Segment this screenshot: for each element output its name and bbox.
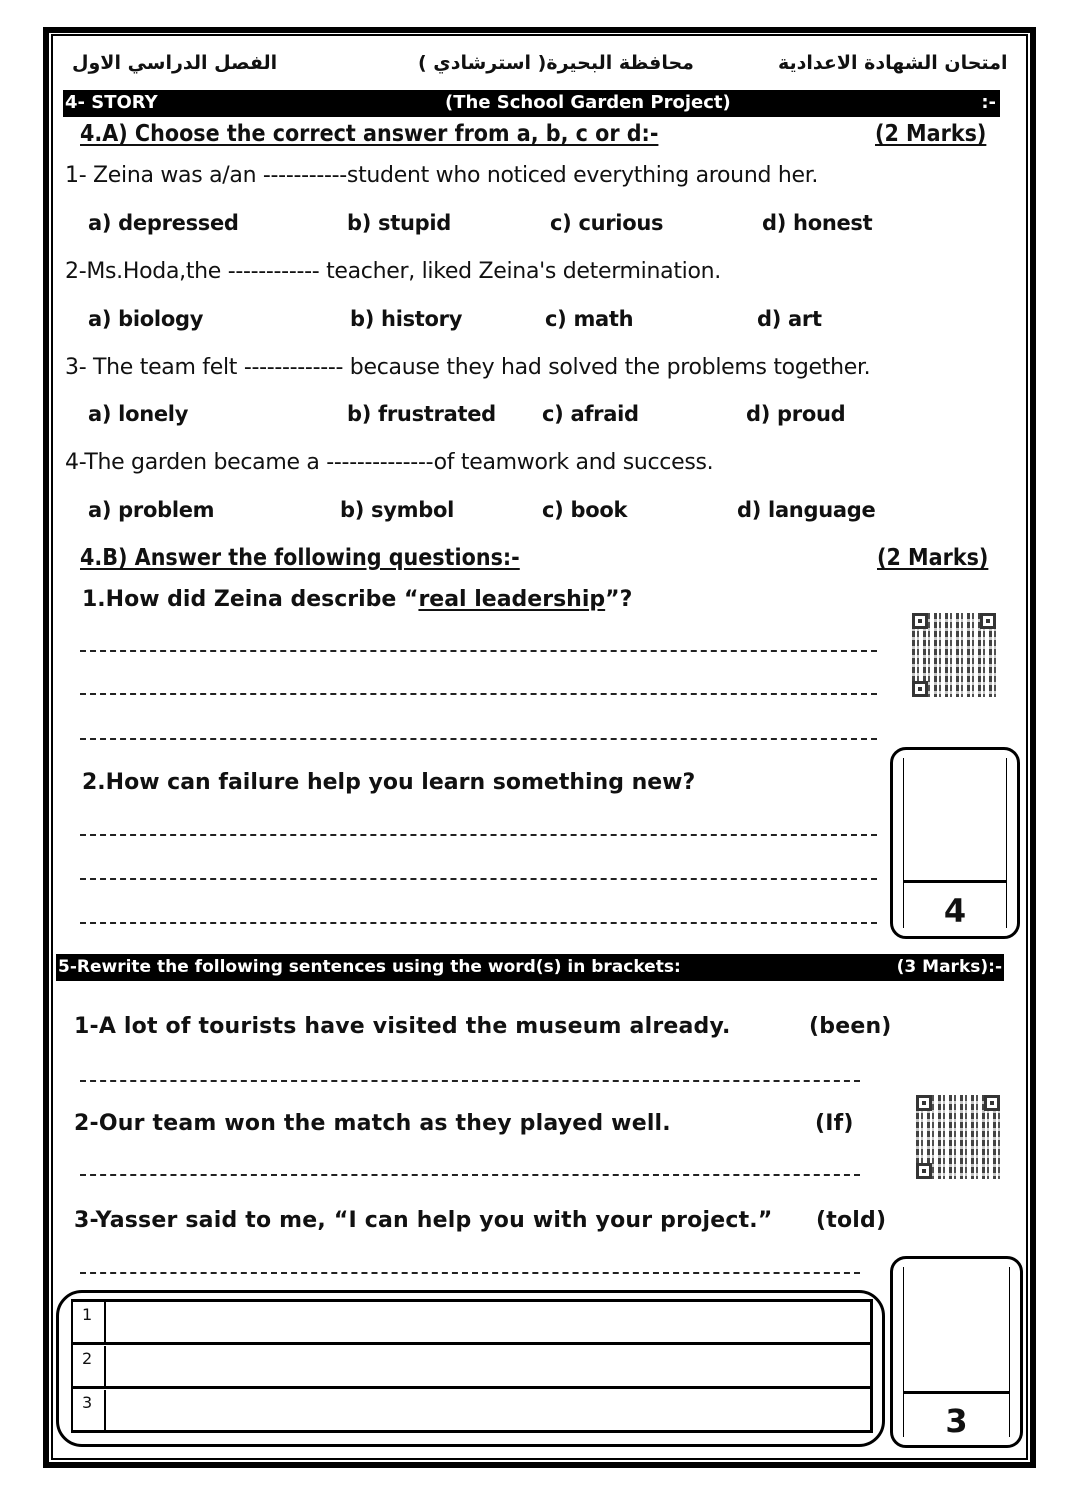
section-5-instruction: 5-Rewrite the following sentences using the word(s) in brackets: bbox=[58, 957, 681, 977]
open-question-1-suffix: ”? bbox=[605, 587, 633, 612]
story-bar bbox=[63, 90, 1000, 117]
answer-line[interactable] bbox=[80, 693, 877, 695]
answer-row-number: 3 bbox=[73, 1390, 106, 1433]
open-question-1 bbox=[82, 587, 632, 612]
answer-line[interactable] bbox=[80, 922, 877, 924]
rewrite-word-2: (If) bbox=[815, 1111, 854, 1136]
question-3: 3- The team felt ------------- because they had solved the problems together. bbox=[65, 355, 871, 380]
q3-option-c[interactable]: c) afraid bbox=[542, 402, 639, 426]
answer-line[interactable] bbox=[80, 1272, 860, 1274]
q1-option-a[interactable]: a) depressed bbox=[88, 211, 239, 235]
section-4b-marks: (2 Marks) bbox=[877, 545, 989, 571]
qr-code-icon bbox=[912, 613, 996, 697]
question-1: 1- Zeina was a/an -----------student who noticed everything around her. bbox=[65, 163, 819, 188]
answer-line[interactable] bbox=[80, 738, 877, 740]
answer-line[interactable] bbox=[80, 878, 877, 880]
q2-option-d[interactable]: d) art bbox=[757, 307, 822, 331]
section-4b-heading: 4.B) Answer the following questions:- bbox=[80, 545, 520, 571]
q3-option-a[interactable]: a) lonely bbox=[88, 402, 189, 426]
story-bar-suffix: :- bbox=[981, 92, 996, 113]
q3-option-b[interactable]: b) frustrated bbox=[347, 402, 496, 426]
rewrite-sentence-3: 3-Yasser said to me, “I can help you with your project.” bbox=[74, 1208, 773, 1233]
answer-line[interactable] bbox=[80, 1080, 860, 1082]
q4-option-a[interactable]: a) problem bbox=[88, 498, 215, 522]
answer-row[interactable] bbox=[73, 1302, 870, 1345]
story-bar-label: 4- STORY bbox=[65, 92, 158, 113]
answer-line[interactable] bbox=[80, 650, 877, 652]
q4-option-c[interactable]: c) book bbox=[542, 498, 628, 522]
q1-option-d[interactable]: d) honest bbox=[762, 211, 873, 235]
page-inner-border bbox=[51, 34, 1028, 1460]
q2-option-a[interactable]: a) biology bbox=[88, 307, 204, 331]
term-ar: الفصل الدراسي الاول bbox=[72, 52, 278, 74]
answer-row[interactable] bbox=[73, 1390, 870, 1433]
answer-row-number: 2 bbox=[73, 1346, 106, 1386]
section-5-marks: (3 Marks):- bbox=[896, 957, 1002, 977]
open-question-1-prefix: 1.How did Zeina describe “ bbox=[82, 587, 419, 612]
score-box-section-5 bbox=[890, 1256, 1023, 1448]
q1-option-c[interactable]: c) curious bbox=[550, 211, 664, 235]
answer-line[interactable] bbox=[80, 1174, 860, 1176]
answer-table bbox=[71, 1299, 873, 1433]
open-question-1-keyword: real leadership bbox=[418, 587, 606, 612]
rewrite-word-1: (been) bbox=[809, 1014, 892, 1039]
section-5-bar bbox=[56, 954, 1004, 981]
q2-option-c[interactable]: c) math bbox=[545, 307, 634, 331]
story-title: (The School Garden Project) bbox=[445, 92, 731, 113]
q1-option-b[interactable]: b) stupid bbox=[347, 211, 451, 235]
governorate-ar: محافظة البحيرة( استرشادي ) bbox=[418, 52, 694, 74]
rewrite-sentence-1: 1-A lot of tourists have visited the museum already. bbox=[74, 1014, 731, 1039]
q4-option-d[interactable]: d) language bbox=[737, 498, 876, 522]
score-total-5: 3 bbox=[945, 1402, 968, 1440]
score-box-section-4 bbox=[890, 747, 1020, 939]
answer-line[interactable] bbox=[80, 834, 877, 836]
qr-code-icon bbox=[916, 1095, 1000, 1179]
section-4a-marks: (2 Marks) bbox=[875, 121, 987, 147]
q4-option-b[interactable]: b) symbol bbox=[340, 498, 454, 522]
answer-row-number: 1 bbox=[73, 1302, 106, 1342]
question-4: 4-The garden became a --------------of teamwork and success. bbox=[65, 450, 714, 475]
rewrite-word-3: (told) bbox=[816, 1208, 887, 1233]
q3-option-d[interactable]: d) proud bbox=[746, 402, 846, 426]
open-question-2: 2.How can failure help you learn something new? bbox=[82, 770, 696, 795]
q2-option-b[interactable]: b) history bbox=[350, 307, 463, 331]
question-2: 2-Ms.Hoda,the ------------ teacher, liked Zeina's determination. bbox=[65, 259, 721, 284]
rewrite-sentence-2: 2-Our team won the match as they played well. bbox=[74, 1111, 671, 1136]
exam-title-ar: امتحان الشهادة الاعدادية bbox=[778, 52, 1008, 74]
score-total-4: 4 bbox=[943, 892, 967, 930]
answer-row[interactable] bbox=[73, 1346, 870, 1389]
section-4a-heading: 4.A) Choose the correct answer from a, b, c or d:- bbox=[80, 121, 659, 147]
